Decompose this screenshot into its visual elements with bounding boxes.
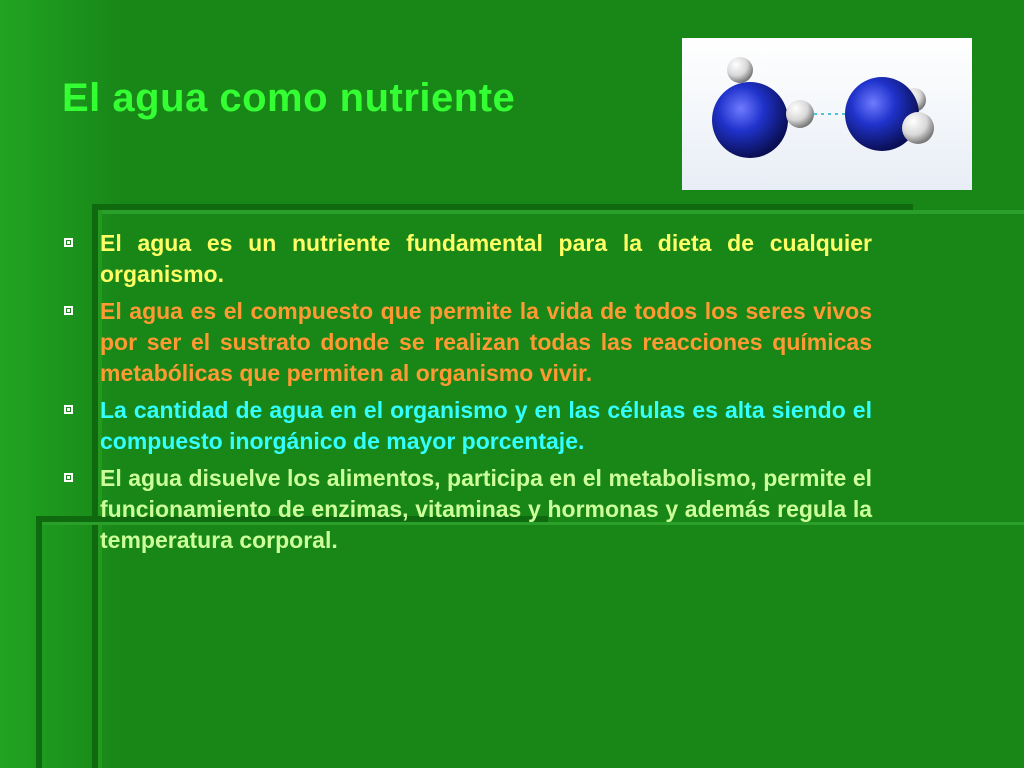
square-bullet-icon <box>64 238 73 247</box>
decorative-line <box>36 516 42 768</box>
square-bullet-icon <box>64 473 73 482</box>
list-item <box>62 395 872 457</box>
list-item <box>62 463 872 556</box>
square-bullet-icon <box>64 306 73 315</box>
square-bullet-icon <box>64 405 73 414</box>
bullet-text: La cantidad de agua en el organismo y en las células es alta siendo el compuesto inorgánico de mayor porcentaje. <box>100 397 872 454</box>
bullet-list <box>62 228 872 562</box>
slide-title: El agua como nutriente <box>62 76 516 120</box>
water-molecules-image <box>682 38 972 190</box>
bullet-text: El agua es un nutriente fundamental para la dieta de cualquier organismo. <box>100 230 872 287</box>
bullet-text: El agua es el compuesto que permite la vida de todos los seres vivos por ser el sustrato donde se realizan todas las reacciones químicas metabólicas que permiten al organismo vivir. <box>100 298 872 386</box>
decorative-band <box>95 210 1024 214</box>
list-item <box>62 296 872 389</box>
bullet-text: El agua disuelve los alimentos, participa en el metabolismo, permite el funcionamiento de enzimas, vitaminas y hormonas y además regula la temperatura corporal. <box>100 465 872 553</box>
water-molecules-icon <box>682 38 972 190</box>
list-item <box>62 228 872 290</box>
